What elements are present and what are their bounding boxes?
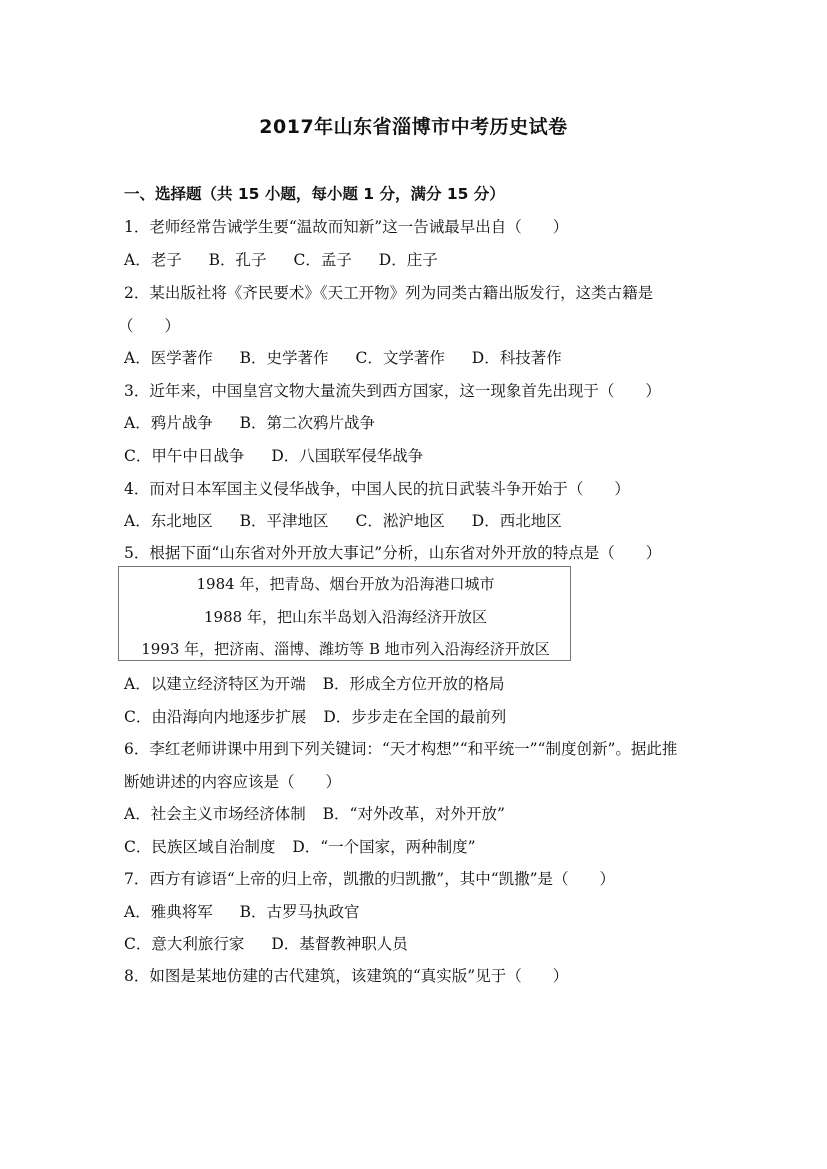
event-1988: 1988 年，把山东半岛划入沿海经济开放区 (204, 608, 487, 626)
question-7-options-row1 (124, 900, 382, 922)
q1-option-b[interactable]: B．孔子 (208, 251, 267, 269)
q1-option-a[interactable]: A．老子 (124, 251, 182, 269)
question-6-stem-cont: 断她讲述的内容应该是（ ） (124, 773, 342, 791)
q2-option-b[interactable]: B．史学著作 (239, 349, 329, 367)
q4-option-d[interactable]: D．西北地区 (471, 512, 562, 530)
q4-option-c[interactable]: C．淞沪地区 (355, 512, 445, 530)
q7-option-b[interactable]: B．古罗马执政官 (239, 903, 360, 921)
q7-option-c[interactable]: C．意大利旅行家 (124, 935, 245, 953)
event-1993: 1993 年，把济南、淄博、潍坊等 B 地市列入沿海经济开放区 (141, 640, 550, 658)
q3-option-a[interactable]: A．鸦片战争 (124, 414, 213, 432)
question-6-stem: 6．李红老师讲课中用到下列关键词：“天才构想”“和平统一”“制度创新”。据此推 (124, 740, 678, 758)
q6-option-d[interactable]: D．“一个国家，两种制度” (292, 838, 476, 856)
question-4-options (124, 509, 584, 531)
q7-option-d[interactable]: D．基督教神职人员 (271, 935, 408, 953)
q6-option-c[interactable]: C．民族区域自治制度 (124, 838, 276, 856)
q5-option-d[interactable]: D．步步走在全国的最前列 (323, 708, 507, 726)
q2-option-a[interactable]: A．医学著作 (124, 349, 213, 367)
question-3-options-row1 (124, 411, 397, 433)
question-2-options (124, 346, 584, 368)
q4-option-a[interactable]: A．东北地区 (124, 512, 213, 530)
question-3-options-row2 (124, 444, 445, 466)
question-1-options (124, 248, 460, 270)
question-1-stem: 1．老师经常告诫学生要“温故而知新”这一告诫最早出自（ ） (124, 218, 569, 236)
q1-option-d[interactable]: D．庄子 (378, 251, 438, 269)
question-6-options-row2 (124, 835, 488, 857)
question-7-options-row2 (124, 932, 430, 954)
question-7-stem: 7．西方有谚语“上帝的归上帝，凯撒的归凯撒”，其中“凯撒”是（ ） (124, 870, 616, 888)
question-6-options-row1 (124, 802, 517, 824)
page-title: 2017年山东省淄博市中考历史试卷 (259, 116, 568, 138)
q6-option-b[interactable]: B．“对外改革，对外开放” (322, 805, 505, 823)
question-5-options-row1 (124, 672, 517, 694)
q3-option-d[interactable]: D．八国联军侵华战争 (271, 447, 424, 465)
q4-option-b[interactable]: B．平津地区 (239, 512, 329, 530)
q2-option-c[interactable]: C．文学著作 (355, 349, 445, 367)
q5-option-b[interactable]: B．形成全方位开放的格局 (322, 675, 505, 693)
question-5-options-row2 (124, 705, 518, 727)
question-8-stem: 8．如图是某地仿建的古代建筑，该建筑的“真实版”见于（ ） (124, 967, 569, 985)
question-5-stem: 5．根据下面“山东省对外开放大事记”分析，山东省对外开放的特点是（ ） (124, 544, 662, 562)
q1-option-c[interactable]: C．孟子 (293, 251, 352, 269)
q5-option-c[interactable]: C．由沿海向内地逐步扩展 (124, 708, 307, 726)
section-heading: 一、选择题（共 15 小题，每小题 1 分，满分 15 分） (124, 185, 505, 203)
q6-option-a[interactable]: A．社会主义市场经济体制 (124, 805, 306, 823)
q3-option-b[interactable]: B．第二次鸦片战争 (239, 414, 376, 432)
question-2-stem: 2．某出版社将《齐民要术》《天工开物》列为同类古籍出版发行，这类古籍是 (124, 284, 654, 302)
q3-option-c[interactable]: C．甲午中日战争 (124, 447, 245, 465)
events-box (118, 566, 571, 661)
question-3-stem: 3．近年来，中国皇宫文物大量流失到西方国家，这一现象首先出现于（ ） (124, 382, 661, 400)
q2-option-d[interactable]: D．科技著作 (471, 349, 562, 367)
question-2-stem-cont: （ ） (118, 317, 181, 335)
event-1984: 1984 年，把青岛、烟台开放为沿海港口城市 (196, 575, 495, 593)
q5-option-a[interactable]: A．以建立经济特区为开端 (124, 675, 306, 693)
q7-option-a[interactable]: A．雅典将军 (124, 903, 213, 921)
question-4-stem: 4．而对日本军国主义侵华战争，中国人民的抗日武装斗争开始于（ ） (124, 480, 630, 498)
